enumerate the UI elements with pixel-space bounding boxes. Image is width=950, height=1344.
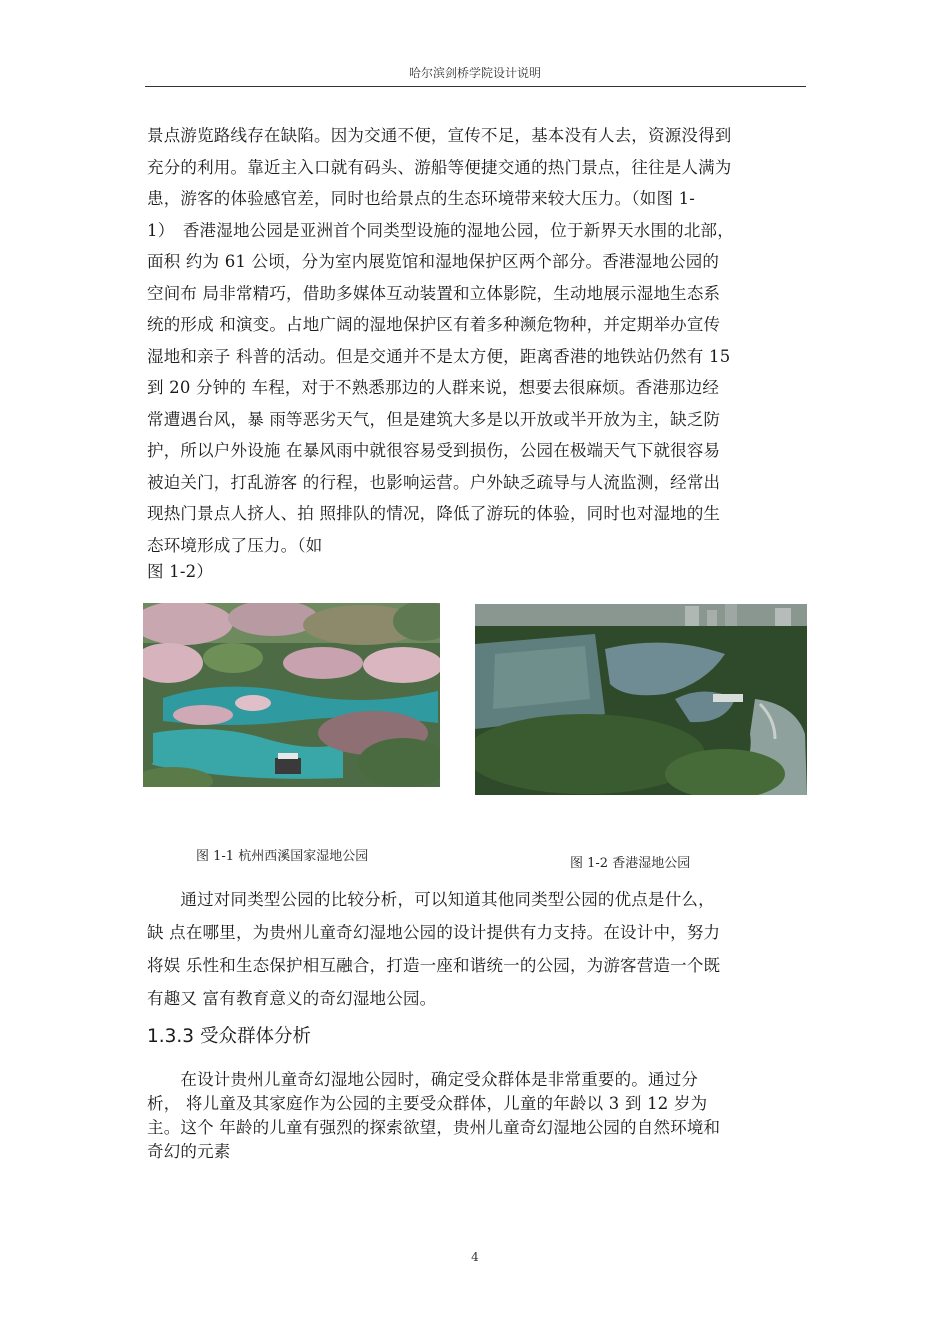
text-line: 现热门景点人挤人、拍 照排队的情况，降低了游玩的体验，同时也对湿地的生 (147, 504, 721, 523)
page-header: 哈尔滨剑桥学院设计说明 (408, 66, 541, 80)
xixi-wetland-photo (143, 603, 440, 787)
body-paragraph-1 (147, 120, 807, 583)
text-line: 统的形成 和演变。占地广阔的湿地保护区有着多种濒危物种，并定期举办宣传 (147, 315, 721, 334)
text-line: 在设计贵州儿童奇幻湿地公园时，确定受众群体是非常重要的。通过分 (147, 1070, 699, 1089)
text-line: 患，游客的体验感官差，同时也给景点的生态环境带来较大压力。（如图 1- (147, 189, 696, 208)
hongkong-wetland-photo (475, 604, 807, 795)
text-line: 图 1-2） (147, 562, 214, 581)
text-line: 到 20 分钟的 车程，对于不熟悉那边的人群来说，想要去很麻烦。香港那边经 (147, 378, 720, 397)
body-paragraph-3 (147, 1068, 807, 1164)
figure-caption-1: 图 1-1 杭州西溪国家湿地公园 (196, 849, 369, 864)
text-line: 1） 香港湿地公园是亚洲首个同类型设施的湿地公园，位于新界天水围的北部， (147, 220, 734, 240)
text-line: 缺 点在哪里，为贵州儿童奇幻湿地公园的设计提供有力支持。在设计中，努力 (147, 923, 721, 942)
text-line: 面积 约为 61 公顷，分为室内展览馆和湿地保护区两个部分。香港湿地公园的 (147, 252, 720, 271)
text-line: 充分的利用。靠近主入口就有码头、游船等便捷交通的热门景点，往往是人满为 (147, 157, 732, 177)
header-divider (145, 86, 806, 87)
text-line: 景点游览路线存在缺陷。因为交通不便，宣传不足，基本没有人去，资源没得到 (147, 126, 732, 145)
text-line: 将娱 乐性和生态保护相互融合，打造一座和谐统一的公园，为游客营造一个既 (147, 956, 721, 975)
text-line: 被迫关门，打乱游客 的行程，也影响运营。户外缺乏疏导与人流监测，经常出 (147, 472, 721, 492)
text-line: 常遭遇台风，暴 雨等恶劣天气，但是建筑大多是以开放或半开放为主，缺乏防 (147, 409, 721, 429)
text-line: 态环境形成了压力。（如 (147, 535, 323, 555)
section-heading: 1.3.3 受众群体分析 (147, 1026, 311, 1047)
body-paragraph-2 (147, 883, 807, 1015)
text-line: 通过对同类型公园的比较分析，可以知道其他同类型公园的优点是什么， (147, 890, 715, 909)
text-line: 湿地和亲子 科普的活动。但是交通并不是太方便，距离香港的地铁站仍然有 15 (147, 346, 731, 366)
text-line: 奇幻的元素 (147, 1142, 231, 1161)
page-number: 4 (471, 1250, 479, 1264)
text-line: 主。这个 年龄的儿童有强烈的探索欲望，贵州儿童奇幻湿地公园的自然环境和 (147, 1118, 721, 1137)
text-line: 护，所以户外设施 在暴风雨中就很容易受到损伤，公园在极端天气下就很容易 (147, 441, 721, 460)
figure-caption-2: 图 1-2 香港湿地公园 (570, 856, 691, 871)
text-line: 空间布 局非常精巧，借助多媒体互动装置和立体影院，生动地展示湿地生态系 (147, 283, 721, 303)
text-line: 析， 将儿童及其家庭作为公园的主要受众群体，儿童的年龄以 3 到 12 岁为 (147, 1094, 708, 1113)
text-line: 有趣又 富有教育意义的奇幻湿地公园。 (147, 989, 437, 1008)
